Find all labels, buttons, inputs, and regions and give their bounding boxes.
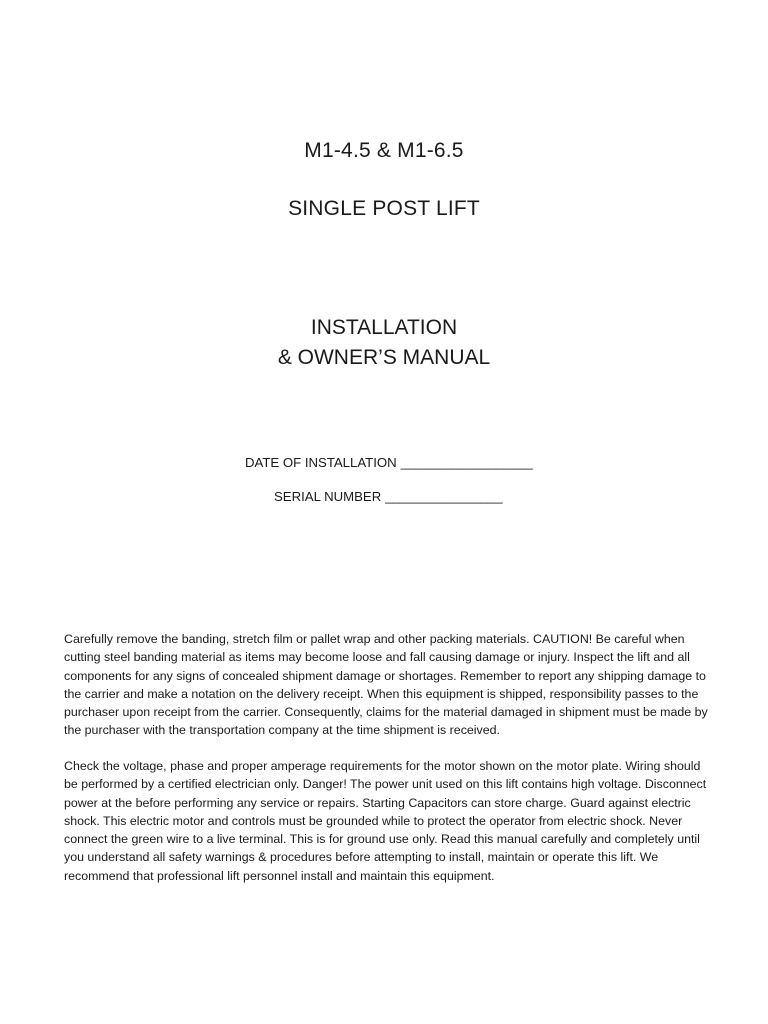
- date-of-installation-field: [245, 455, 533, 470]
- unpacking-paragraph: Carefully remove the banding, stretch film or pallet wrap and other packing materials. CAUTION! Be careful when cutting steel banding material as items may become loose and fall causing damage or injury. Inspect the lift and all components for any signs of concealed shipment damage or shortages. Remember to report any shipping damage to the carrier and make a notation on the delivery receipt. When this equipment is shipped, responsibility passes to the purchaser upon receipt from the carrier. Consequently, claims for the material damaged in shipment must be made by the purchaser with the transportation company at the time shipment is received.: [64, 632, 708, 738]
- manual-title-line2: & OWNER’S MANUAL: [277, 346, 491, 369]
- product-title: SINGLE POST LIFT: [288, 197, 480, 220]
- date-of-installation-label: DATE OF INSTALLATION: [245, 455, 397, 470]
- date-of-installation-blank: __________________: [400, 455, 533, 470]
- serial-number-label: SERIAL NUMBER: [274, 489, 382, 504]
- model-title: M1-4.5 & M1-6.5: [304, 139, 464, 162]
- electrical-safety-paragraph: Check the voltage, phase and proper amperage requirements for the motor shown on the motor plate. Wiring should be performed by a certified electrician only. Danger! The power unit used on this lift contains high voltage. Disconnect power at the before performing any service or repairs. Starting Capacitors can store charge. Guard against electric shock. This electric motor and controls must be grounded while to protect the operator from electric shock. Never connect the green wire to a live terminal. This is for ground use only. Read this manual carefully and completely until you understand all safety warnings & procedures before attempting to install, maintain or operate this lift. We recommend that professional lift personnel install and maintain this equipment.: [64, 759, 707, 883]
- serial-number-blank: ________________: [385, 489, 503, 504]
- serial-number-field: [274, 489, 503, 504]
- manual-title-line1: INSTALLATION: [310, 316, 458, 339]
